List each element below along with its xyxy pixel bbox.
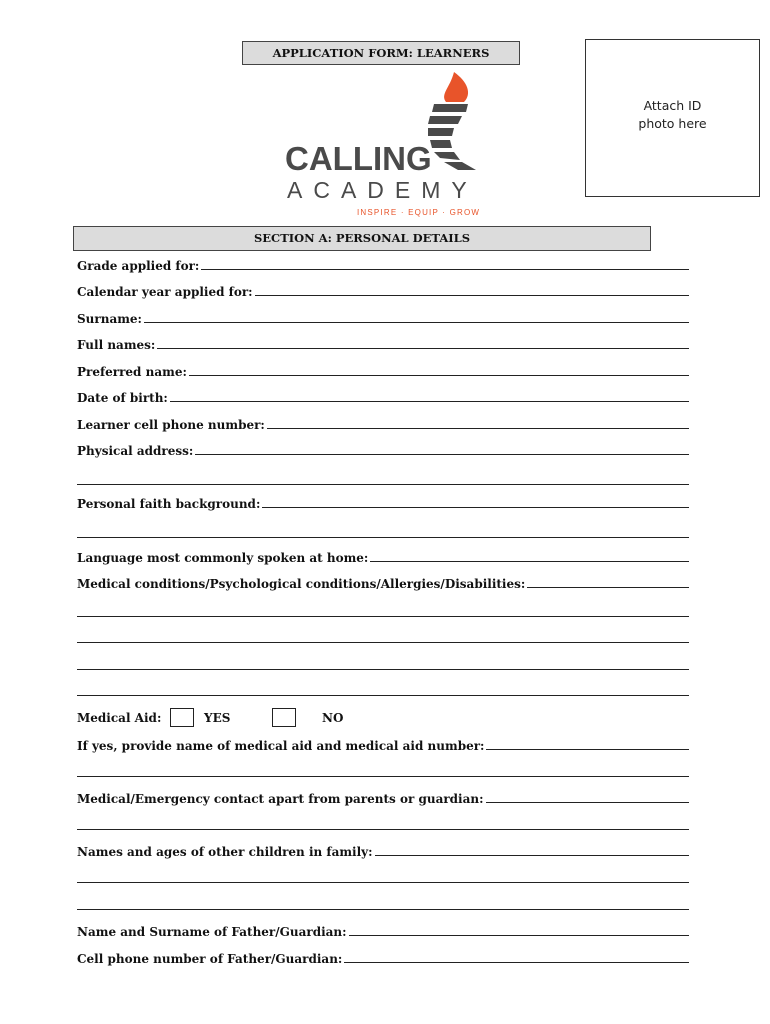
photo-line-1: Attach ID [643, 98, 702, 113]
field-line[interactable] [349, 935, 689, 936]
field-line[interactable] [370, 561, 689, 562]
field-surname[interactable] [77, 310, 689, 326]
medical-aid-label: Medical Aid: [77, 711, 162, 725]
faith-line-2[interactable] [77, 537, 689, 538]
field-label: Language most commonly spoken at home: [77, 551, 369, 565]
field-cell[interactable] [77, 416, 689, 432]
field-siblings[interactable] [77, 843, 689, 859]
field-line[interactable] [344, 962, 689, 963]
field-line[interactable] [170, 401, 689, 402]
field-address[interactable] [77, 442, 689, 458]
horn-icon [428, 104, 476, 170]
field-father-name[interactable] [77, 923, 689, 939]
field-preferred-name[interactable] [77, 363, 689, 379]
medical-conditions-line-3[interactable] [77, 642, 689, 643]
field-label: Personal faith background: [77, 497, 261, 511]
photo-placeholder[interactable] [585, 39, 760, 197]
medical-conditions-line-5[interactable] [77, 695, 689, 696]
calling-academy-logo [282, 70, 497, 220]
field-label: Date of birth: [77, 391, 168, 405]
field-label: Full names: [77, 338, 156, 352]
field-line[interactable] [486, 749, 689, 750]
field-line[interactable] [375, 855, 689, 856]
flame-icon [444, 72, 468, 102]
field-label: Medical conditions/Psychological conditions/Allergies/Disabilities: [77, 577, 526, 591]
form-title: APPLICATION FORM: LEARNERS [242, 41, 520, 65]
field-faith[interactable] [77, 495, 689, 511]
field-label: Calendar year applied for: [77, 285, 253, 299]
field-grade[interactable] [77, 257, 689, 273]
field-label: Medical/Emergency contact apart from parents or guardian: [77, 792, 484, 806]
field-label: Learner cell phone number: [77, 418, 265, 432]
field-line[interactable] [267, 428, 689, 429]
medical-aid-no-label: NO [322, 711, 344, 725]
medical-aid-row [77, 708, 689, 728]
field-line[interactable] [157, 348, 689, 349]
medical-aid-details-line-2[interactable] [77, 776, 689, 777]
field-father-cell[interactable] [77, 950, 689, 966]
siblings-line-2[interactable] [77, 882, 689, 883]
logo-name-bottom: ACADEMY [287, 177, 478, 203]
field-line[interactable] [144, 322, 689, 323]
medical-aid-yes-checkbox[interactable] [170, 708, 194, 727]
field-line[interactable] [255, 295, 689, 296]
field-dob[interactable] [77, 389, 689, 405]
field-label: Physical address: [77, 444, 194, 458]
field-medical-aid-details[interactable] [77, 737, 689, 753]
field-line[interactable] [486, 802, 689, 803]
field-calendar-year[interactable] [77, 283, 689, 299]
field-line[interactable] [527, 587, 689, 588]
medical-aid-yes-label: YES [204, 711, 231, 725]
field-line[interactable] [189, 375, 689, 376]
siblings-line-3[interactable] [77, 909, 689, 910]
emergency-contact-line-2[interactable] [77, 829, 689, 830]
photo-line-2: photo here [638, 116, 707, 131]
field-label: Preferred name: [77, 365, 187, 379]
field-medical-conditions[interactable] [77, 575, 689, 591]
medical-conditions-line-2[interactable] [77, 616, 689, 617]
field-full-names[interactable] [77, 336, 689, 352]
medical-conditions-line-4[interactable] [77, 669, 689, 670]
section-a-title: SECTION A: PERSONAL DETAILS [73, 226, 651, 251]
field-label: Grade applied for: [77, 259, 200, 273]
field-line[interactable] [195, 454, 689, 455]
field-label: Names and ages of other children in family: [77, 845, 373, 859]
medical-aid-no-checkbox[interactable] [272, 708, 296, 727]
field-label: Name and Surname of Father/Guardian: [77, 925, 347, 939]
field-label: Surname: [77, 312, 142, 326]
field-line[interactable] [262, 507, 689, 508]
photo-instructions [586, 97, 759, 133]
field-emergency-contact[interactable] [77, 790, 689, 806]
field-language[interactable] [77, 549, 689, 565]
field-line[interactable] [201, 269, 689, 270]
field-label: If yes, provide name of medical aid and medical aid number: [77, 739, 485, 753]
logo-tagline: INSPIRE · EQUIP · GROW [357, 208, 481, 217]
logo-name-top: CALLING [285, 140, 432, 177]
address-line-2[interactable] [77, 484, 689, 485]
field-label: Cell phone number of Father/Guardian: [77, 952, 343, 966]
